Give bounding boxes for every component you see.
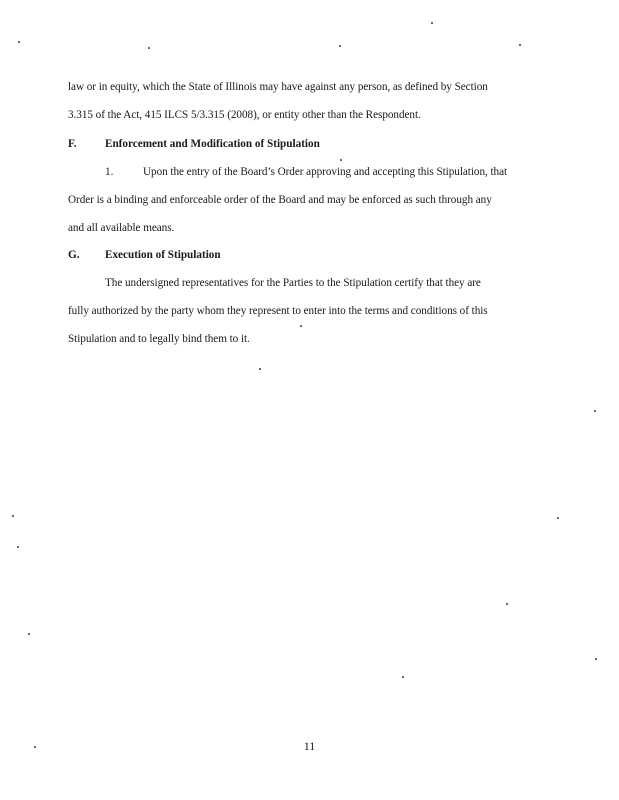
scan-speck (34, 746, 36, 748)
scan-speck (17, 546, 19, 548)
body-text-line: fully authorized by the party whom they represent to enter into the terms and conditions of this (68, 305, 488, 317)
scan-speck (259, 368, 261, 370)
scan-speck (519, 44, 521, 46)
scan-speck (431, 22, 433, 24)
body-text-line: law or in equity, which the State of Illinois may have against any person, as defined by Section (68, 81, 488, 93)
body-text-line: and all available means. (68, 222, 175, 234)
scan-speck (12, 515, 14, 517)
body-text-line: Upon the entry of the Board’s Order approving and accepting this Stipulation, that (143, 166, 508, 178)
scan-speck (339, 45, 341, 47)
scan-speck (595, 658, 597, 660)
body-text-line: The undersigned representatives for the Parties to the Stipulation certify that they are (105, 277, 481, 289)
scan-speck (594, 410, 596, 412)
section-g-letter: G. (68, 249, 80, 261)
page-number: 11 (303, 739, 316, 753)
body-text-line: 3.315 of the Act, 415 ILCS 5/3.315 (2008), or entity other than the Respondent. (68, 109, 421, 121)
scan-speck (402, 676, 404, 678)
scan-speck (300, 325, 302, 327)
body-text-line: Order is a binding and enforceable order of the Board and may be enforced as such through any (68, 194, 492, 206)
section-f-title: Enforcement and Modification of Stipulation (105, 138, 320, 150)
scan-speck (148, 47, 150, 49)
scan-speck (557, 517, 559, 519)
section-f-letter: F. (68, 138, 77, 150)
section-g-title: Execution of Stipulation (105, 249, 221, 261)
scan-speck (28, 633, 30, 635)
scan-speck (18, 41, 20, 43)
scan-speck (506, 603, 508, 605)
scan-speck (340, 159, 342, 161)
body-text-line: Stipulation and to legally bind them to it. (68, 333, 250, 345)
paragraph-number: 1. (105, 166, 114, 178)
